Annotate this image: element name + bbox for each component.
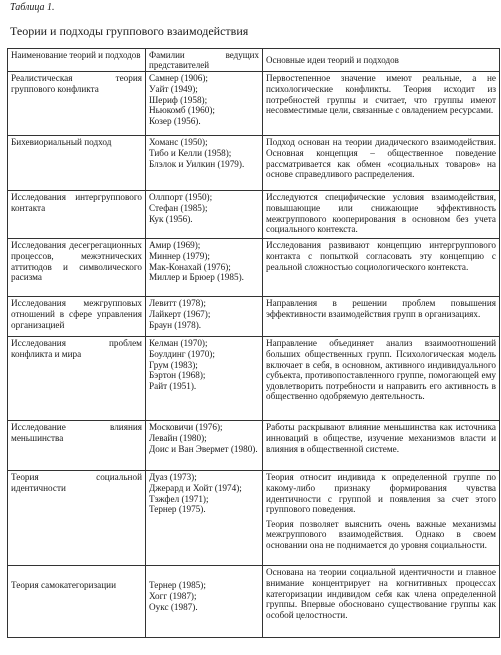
author-entry: Хоманс (1950);	[149, 137, 208, 148]
author-entry: Келман (1970);	[149, 338, 208, 349]
row-ideas	[263, 471, 500, 566]
row-ideas: Первостепенное значение имеют реальные, а не психологические конфликты. Теория исходит из потребностей группы и считает, что группы имеют несовместимые цели, связанные с овладением ресурсами.	[263, 72, 500, 136]
table-title: Теории и подходы группового взаимодействия	[10, 24, 249, 38]
row-name: Исследования межгрупповых отношений в сфере управления организацией	[8, 297, 146, 337]
author-entry: Левитт (1978);	[149, 298, 206, 309]
table-header-row	[8, 49, 500, 72]
header-ideas: Основные идеи теорий и подходов	[263, 49, 500, 72]
author-entry: Браун (1978).	[149, 319, 202, 330]
row-ideas: Исследования развивают концепцию интергруппового контакта с попыткой согласовать эту концепцию с реальной сложностью социологического контекста.	[263, 239, 500, 297]
row-ideas-paragraph: Теория позволяет выяснить очень важные механизмы межгруппового взаимодействия. Однако в своем основании она не поднимается до уровня социальности.	[266, 518, 496, 550]
row-authors	[146, 337, 263, 421]
author-entry: Грум (1983);	[149, 359, 198, 370]
author-entry: Уайт (1949);	[149, 84, 198, 94]
author-entry: Московичи (1976);	[149, 422, 223, 433]
row-ideas: Исследуются специфические условия взаимодействия, повышающие или снижающие эффективность межгруппового кооперирования в основном без учета социального контекста.	[263, 191, 500, 239]
theories-table	[7, 48, 500, 638]
author-entry: Кук (1956).	[149, 213, 193, 224]
row-ideas: Работы раскрывают влияние меньшинства как источника инноваций в обществе, изучение механизмов власти и влияния в общественной системе.	[263, 421, 500, 471]
author-entry: Миннер (1979);	[149, 251, 210, 261]
table-row	[8, 239, 500, 297]
author-entry: Бэртон (1968);	[149, 370, 206, 381]
author-entry: Шериф (1958);	[149, 94, 208, 105]
row-ideas: Основана на теории социальной идентичности и главное внимание концентрирует на когнитивных процессах категоризации индивидом себя как члена определенной группы. Впервые обосновано существование группы как особой целостности.	[263, 566, 500, 638]
author-entry: Тибо и Келли (1958);	[149, 148, 232, 158]
author-entry: Стефан (1985);	[149, 203, 208, 213]
row-ideas: Направления в решении проблем повышения эффективности взаимодействия групп в организациях.	[263, 297, 500, 337]
table-row	[8, 191, 500, 239]
author-entry: Ньюкомб (1960);	[149, 105, 215, 116]
row-authors	[146, 136, 263, 191]
row-ideas-paragraph: Теория относит индивида к определенной группе по какому-либо признаку формирования чувства идентичности с группой и появления за счет этого группового поведения.	[266, 472, 496, 515]
author-entry: Миллер и Брюер (1985).	[149, 272, 244, 283]
author-entry: Оллпорт (1950);	[149, 192, 213, 203]
author-entry: Джерард и Хойт (1974);	[149, 483, 242, 493]
table-row	[8, 566, 500, 638]
header-name: Наименование теорий и подходов	[8, 49, 146, 72]
author-entry: Блэлок и Уилкин (1979).	[149, 158, 245, 169]
header-authors: Фамилии ведущих представителей	[146, 49, 263, 72]
row-name: Теория самокатегоризации	[8, 566, 146, 638]
author-entry: Боулдинг (1970);	[149, 349, 215, 359]
row-name: Исследования десегрегационных процессов, межэтнических аттитюдов и символического расизма	[8, 239, 146, 297]
author-entry: Дуаз (1973);	[149, 472, 197, 483]
row-name: Бихевиориальный подход	[8, 136, 146, 191]
author-entry: Мак-Конахай (1976);	[149, 261, 231, 272]
table-caption: Таблица 1.	[10, 2, 55, 13]
author-entry: Оукс (1987).	[149, 601, 198, 612]
row-name: Теория социальной идентичности	[8, 471, 146, 566]
row-name: Исследования интергруппового контакта	[8, 191, 146, 239]
author-entry: Райт (1951).	[149, 380, 197, 391]
row-authors	[146, 191, 263, 239]
row-authors	[146, 566, 263, 638]
row-authors	[146, 471, 263, 566]
row-authors	[146, 72, 263, 136]
row-name: Исследования проблем конфликта и мира	[8, 337, 146, 421]
author-entry: Хогг (1987);	[149, 591, 197, 601]
author-entry: Самнер (1906);	[149, 73, 208, 84]
author-entry: Тернер (1975).	[149, 504, 206, 515]
author-entry: Доис и Ван Эвермет (1980).	[149, 443, 258, 454]
row-authors	[146, 297, 263, 337]
row-authors	[146, 239, 263, 297]
author-entry: Левайн (1980);	[149, 433, 207, 443]
author-entry: Тернер (1985);	[149, 580, 206, 591]
row-ideas: Подход основан на теории диадического взаимодействия. Основная концепция – общественное поведение рассматривается как обмен «социальных товаров» на основе справедливого распределения.	[263, 136, 500, 191]
row-name: Реалистическая теория группового конфликта	[8, 72, 146, 136]
row-authors	[146, 421, 263, 471]
table-row	[8, 471, 500, 566]
table-row	[8, 72, 500, 136]
table-row	[8, 136, 500, 191]
table-row	[8, 421, 500, 471]
row-name: Исследование влияния меньшинства	[8, 421, 146, 471]
table-row	[8, 337, 500, 421]
author-entry: Козер (1956).	[149, 115, 201, 126]
author-entry: Амир (1969);	[149, 240, 201, 251]
row-ideas: Направление объединяет анализ взаимоотношений больших общественных групп. Психологическая модель включает в себя, в основном, активного индивидуального субъекта, противопоставленного группе, помогающей ему удовлетворить потребности и направить его активность в общественно одобряемую деятельность.	[263, 337, 500, 421]
author-entry: Лайкерт (1967);	[149, 309, 211, 319]
table-row	[8, 297, 500, 337]
author-entry: Тэжфел (1971);	[149, 493, 209, 504]
